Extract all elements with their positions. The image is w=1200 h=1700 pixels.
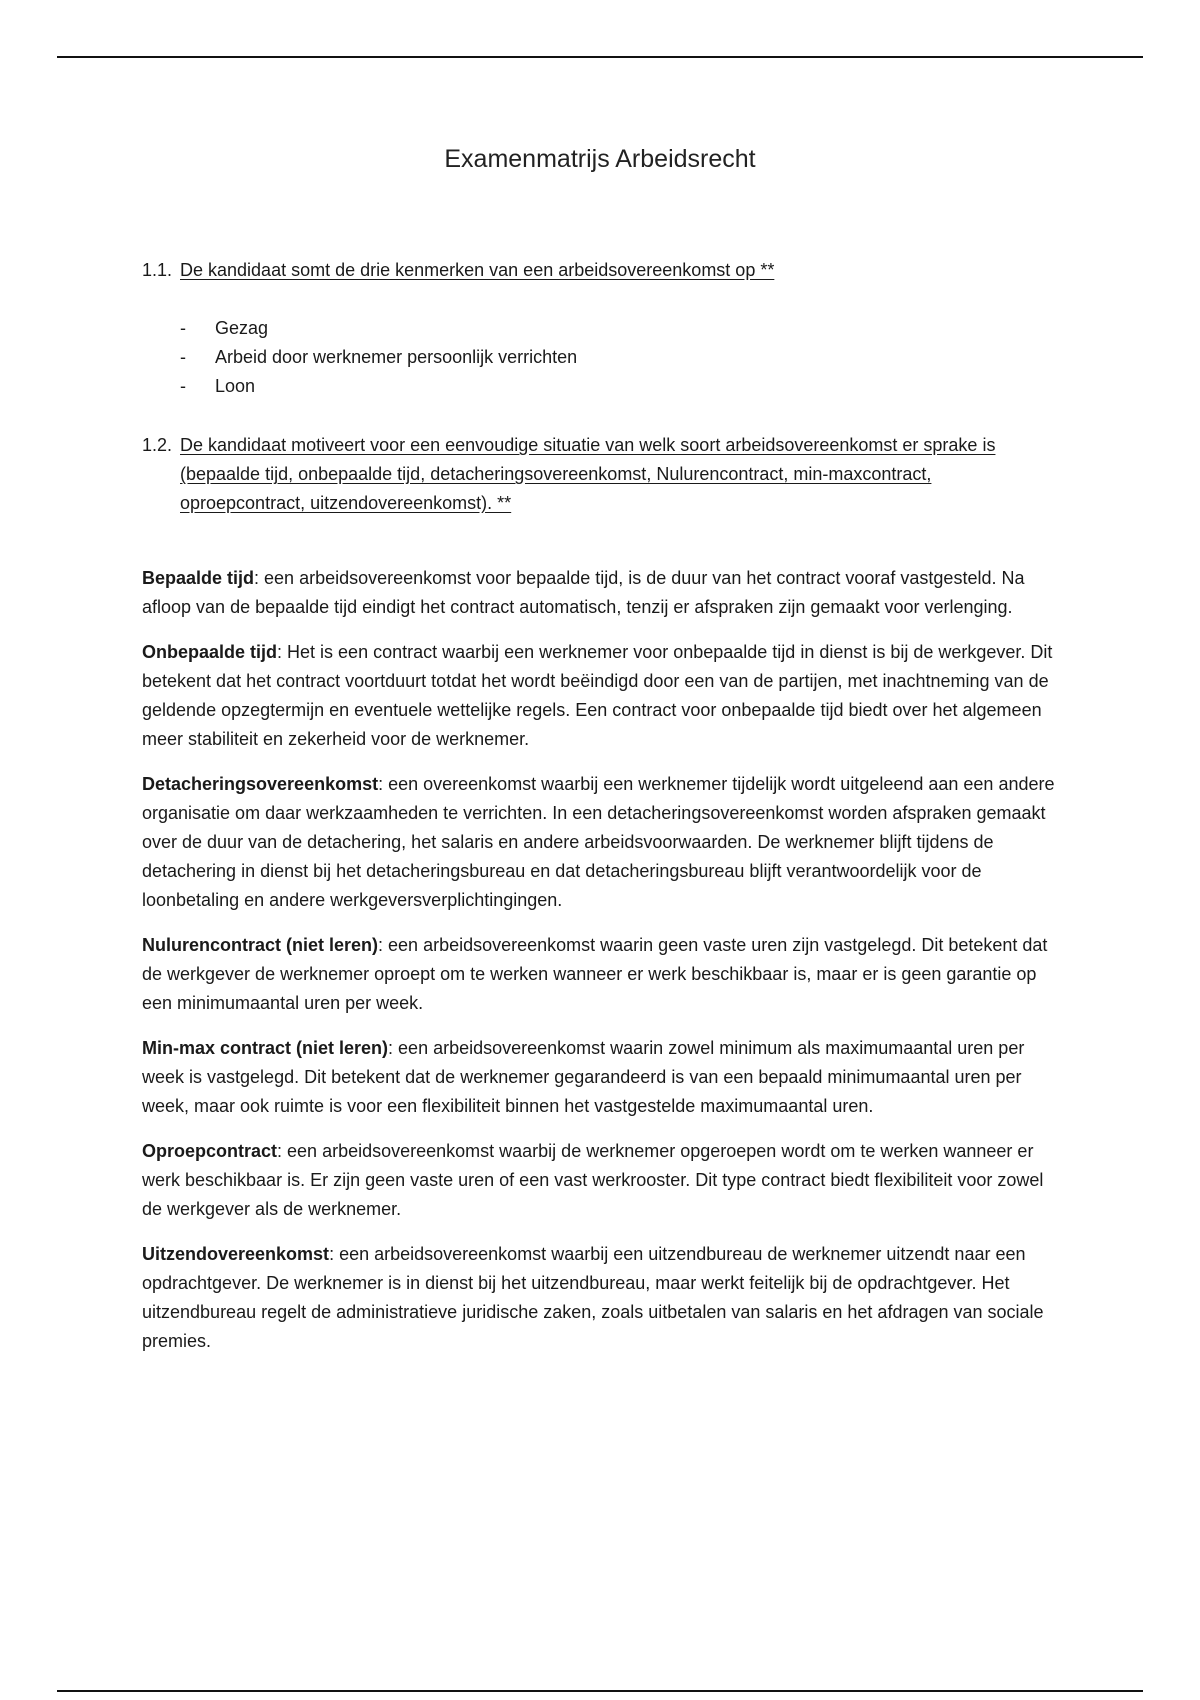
objective-1-1 bbox=[142, 256, 1042, 285]
objective-1-2 bbox=[142, 431, 1042, 518]
objective-text: De kandidaat somt de drie kenmerken van een arbeidsovereenkomst op ** bbox=[180, 260, 775, 280]
list-item-text: Loon bbox=[215, 376, 256, 396]
bullet-dash: - bbox=[180, 318, 186, 338]
definition-text: : een arbeidsovereenkomst waarbij een uitzendbureau de werknemer uitzendt naar een opdrachtgever. De werknemer is in dienst bij het uitzendbureau, maar werkt feitelijk bij de opdrachtgever. Het uitzendbureau regelt de administratieve juridische zaken, zoals uitbetalen van salaris en het afdragen van sociale premies. bbox=[142, 1244, 1044, 1351]
definition-term: Bepaalde tijd bbox=[142, 568, 255, 588]
list-item-text: Arbeid door werknemer persoonlijk verrichten bbox=[215, 347, 578, 367]
list-item bbox=[180, 343, 577, 372]
definition-term: Min-max contract (niet leren) bbox=[142, 1038, 389, 1058]
header-rule bbox=[57, 56, 1143, 58]
definition-term: Oproepcontract bbox=[142, 1141, 278, 1161]
characteristics-list bbox=[180, 314, 577, 401]
list-item bbox=[180, 314, 577, 343]
definition-text: : een arbeidsovereenkomst waarin geen vaste uren zijn vastgelegd. Dit betekent dat de werkgever de werknemer oproept om te werken wanneer er werk beschikbaar is, maar er is geen garantie op een minimumaantal uren per week. bbox=[142, 935, 1048, 1013]
definition-text: : een arbeidsovereenkomst waarin zowel minimum als maximumaantal uren per week is vastgelegd. Dit betekent dat de werknemer gegarandeerd is van een bepaald minimumaantal uren per week, maar ook ruimte is voor een flexibiliteit binnen het vastgestelde maximumaantal uren. bbox=[142, 1038, 1025, 1116]
definition-text: : een arbeidsovereenkomst waarbij de werknemer opgeroepen wordt om te werken wanneer er werk beschikbaar is. Er zijn geen vaste uren of een vast werkrooster. Dit type contract biedt flexibiliteit voor zowel de werkgever als de werknemer. bbox=[142, 1141, 1044, 1219]
definition-text: : een arbeidsovereenkomst voor bepaalde tijd, is de duur van het contract vooraf vastgesteld. Na afloop van de bepaalde tijd eindigt het contract automatisch, tenzij er afspraken zijn gemaakt voor verlenging. bbox=[142, 568, 1025, 617]
definition-term: Onbepaalde tijd bbox=[142, 642, 278, 662]
bullet-dash: - bbox=[180, 347, 186, 367]
definition-uitzendovereenkomst bbox=[142, 1240, 1067, 1356]
definition-oproepcontract bbox=[142, 1137, 1067, 1224]
definition-nulurencontract bbox=[142, 931, 1067, 1018]
definition-bepaalde-tijd bbox=[142, 564, 1067, 622]
list-item-text: Gezag bbox=[215, 318, 269, 338]
definition-text: : Het is een contract waarbij een werknemer voor onbepaalde tijd in dienst is bij de werkgever. Dit betekent dat het contract voortduurt totdat het wordt beëindigd door een van de partijen, met inachtneming van de geldende opzegtermijn en eventuele wettelijke regels. Een contract voor onbepaalde tijd biedt over het algemeen meer stabiliteit en zekerheid voor de werknemer. bbox=[142, 642, 1053, 749]
definition-term: Uitzendovereenkomst bbox=[142, 1244, 330, 1264]
objective-number: 1.1. bbox=[142, 260, 173, 280]
page-title: Examenmatrijs Arbeidsrecht bbox=[444, 145, 756, 173]
objective-text: De kandidaat motiveert voor een eenvoudige situatie van welk soort arbeidsovereenkomst er sprake is (bepaalde tijd, onbepaalde tijd, detacheringsovereenkomst, Nulurencontract, min-maxcontract, oproepcontract, uitzendovereenkomst). ** bbox=[180, 435, 996, 513]
definitions-section bbox=[142, 564, 1067, 1372]
definition-term: Nulurencontract (niet leren) bbox=[142, 935, 379, 955]
definition-text: : een overeenkomst waarbij een werknemer tijdelijk wordt uitgeleend aan een andere organisatie om daar werkzaamheden te verrichten. In een detacheringsovereenkomst worden afspraken gemaakt over de duur van de detachering, het salaris en andere arbeidsvoorwaarden. De werknemer blijft tijdens de detachering in dienst bij het detacheringsbureau en dat detacheringsbureau blijft verantwoordelijk voor de loonbetaling en andere werkgeversverplichtingingen. bbox=[142, 774, 1055, 910]
list-item bbox=[180, 372, 577, 401]
definition-min-max-contract bbox=[142, 1034, 1067, 1121]
footer-rule bbox=[57, 1690, 1143, 1692]
objective-number: 1.2. bbox=[142, 435, 173, 455]
definition-onbepaalde-tijd bbox=[142, 638, 1067, 754]
bullet-dash: - bbox=[180, 376, 186, 396]
definition-term: Detacheringsovereenkomst bbox=[142, 774, 379, 794]
definition-detacheringsovereenkomst bbox=[142, 770, 1067, 915]
